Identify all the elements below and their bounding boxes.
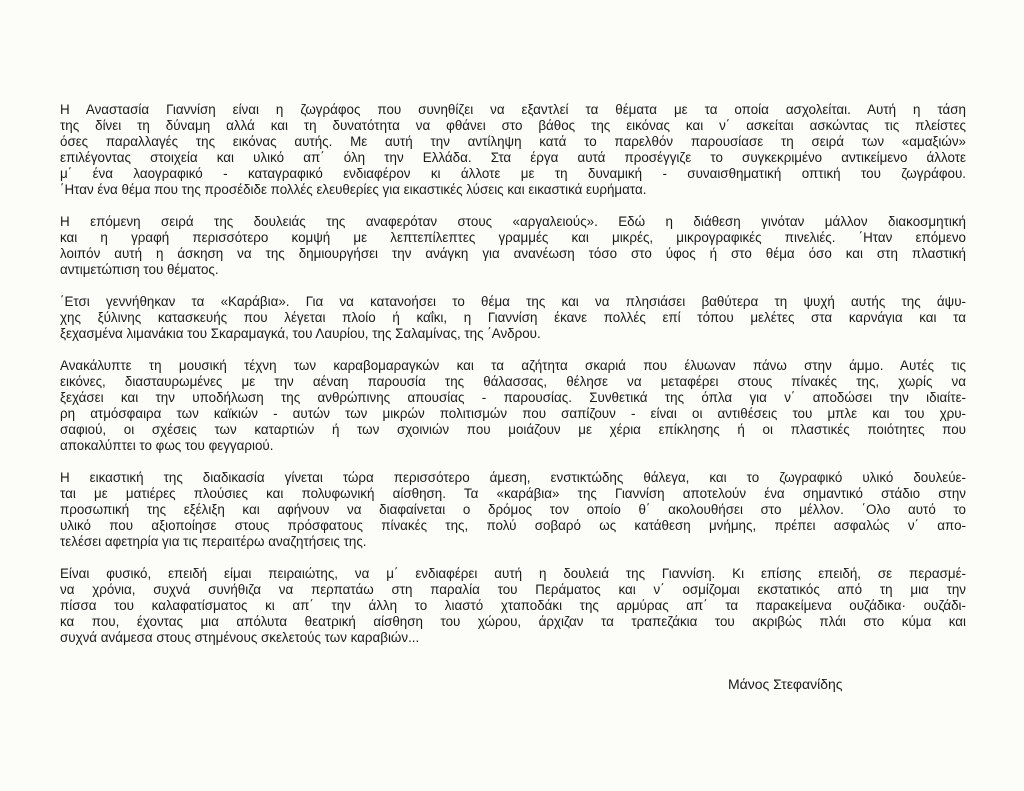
text-line: μ΄ ένα λαογραφικό - καταγραφικό ενδιαφέρον κι άλλοτε με τη δυναμική - συναισθηματική οπτική του ζωγράφου.: [60, 166, 966, 181]
text-line: εικόνες, διασταυρωμένες με την αέναη παρουσία της θάλασσας, θέλησε να μεταφέρει στους πίνακές της, χωρίς να: [60, 374, 966, 389]
text-line: τελέσει αφετηρία για τις περαιτέρω αναζητήσεις της.: [60, 534, 367, 549]
text-line: λοιπόν αυτή η άσκηση να της δημιουργήσει την ανάγκη για ανανέωση τόσο στο ύφος ή στο θέμα όσο και στη πλαστική: [60, 246, 966, 261]
text-line: να χρόνια, συχνά συνήθιζα να περπατάω στη παραλία του Περάματος και ν΄ οσμίζομαι εκστατικός από τη μια την: [60, 582, 966, 597]
text-line: Η Αναστασία Γιαννίση είναι η ζωγράφος που συνηθίζει να εξαντλεί τα θέματα με τα οποία ασχολείται. Αυτή η τάση: [60, 102, 966, 117]
text-line: αντιμετώπιση του θέματος.: [60, 262, 219, 277]
text-line: ξεχάσει και την υποδήλωση της ανθρώπινης απουσίας - παρουσίας. Συνθετικά της όπλα για ν΄ αποδώσει την ιδιαίτε-: [60, 390, 966, 405]
text-line: και η γραφή περισσότερο κομψή με λεπτεπίλεπτες γραμμές και μικρές, μικρογραφικές πινελιές. ΄Ηταν επόμενο: [60, 230, 966, 245]
author-signature: Μάνος Στεφανίδης: [728, 676, 843, 692]
essay-body: [60, 102, 966, 662]
text-line: ται με ματιέρες πλούσιες και πολυφωνική αίσθηση. Τα «καράβια» της Γιαννίση αποτελούν ένα σημαντικό στάδιο στην: [60, 486, 966, 501]
text-line: προσωπική της εξέλιξη και αφήνουν να διαφαίνεται ο δρόμος τον οποίο θ΄ ακολουθήσει στο μέλλον. ΄Ολο αυτό το: [60, 502, 966, 517]
text-line: επιλέγοντας στοιχεία και υλικό απ΄ όλη την Ελλάδα. Στα έργα αυτά προσέγγιζε το συγκεκριμένο αντικείμενο άλλοτε: [60, 150, 966, 165]
text-line: της δίνει τη δύναμη αλλά και τη δυνατότητα να φθάνει στο βάθος της εικόνας και ν΄ ασκείται ασκώντας τις πλείστες: [60, 118, 966, 133]
paragraph: [60, 102, 966, 198]
text-line: πίσσα του καλαφατίσματος κι απ΄ την άλλη το λιαστό χταποδάκι της αρμύρας απ΄ τα παρακείμενα ουζάδικα· ουζάδι-: [60, 598, 966, 613]
text-line: ξεχασμένα λιμανάκια του Σκαραμαγκά, του Λαυρίου, της Σαλαμίνας, της ΄Ανδρου.: [60, 326, 541, 341]
text-line: αποκαλύπτει το φως του φεγγαριού.: [60, 438, 274, 453]
text-line: Είναι φυσικό, επειδή είμαι πειραιώτης, να μ΄ ενδιαφέρει αυτή η δουλειά της Γιαννίση. Κι επίσης επειδή, σε περασμέ-: [60, 566, 966, 581]
paragraph: [60, 214, 966, 278]
text-line: Ανακάλυπτε τη μουσική τέχνη των καραβομαραγκών και τα αζήτητα σκαριά που έλυωναν πάνω στην άμμο. Αυτές τις: [60, 358, 966, 373]
text-line: ΄Ηταν ένα θέμα που της προσέδιδε πολλές ελευθερίες για εικαστικές λύσεις και εικαστικά ευρήματα.: [60, 182, 647, 197]
text-line: ρη ατμόσφαιρα των καϊκιών - αυτών των μικρών πολιτισμών που σαπίζουν - είναι οι αντιθέσεις του μπλε και του χρυ-: [60, 406, 966, 421]
text-line: όσες παραλλαγές της εικόνας αυτής. Με αυτή την αντίληψη κατά το παρελθόν παρουσίασε τη σειρά των «αμαξιών»: [60, 134, 966, 149]
paragraph: [60, 358, 966, 454]
text-line: σαφιού, οι σχέσεις των καταρτιών ή των σχοινιών που μοιάζουν με χέρια επίκλησης ή οι πλαστικές ποιότητες που: [60, 422, 966, 437]
text-line: κα που, έχοντας μια απόλυτα θεατρική αίσθηση του χώρου, άρχιζαν τα τραπεζάκια του ακριβώς πλάι στο κύμα και: [60, 614, 966, 629]
paragraph: [60, 470, 966, 550]
text-line: συχνά ανάμεσα στους στημένους σκελετούς των καραβιών...: [60, 630, 420, 645]
text-line: χης ξύλινης κατασκευής που λέγεται πλοίο ή καΐκι, η Γιαννίση έκανε πολλές επί τόπου μελέτες στα καρνάγια και τα: [60, 310, 966, 325]
paragraph: [60, 294, 966, 342]
text-line: ΄Ετσι γεννήθηκαν τα «Καράβια». Για να κατανοήσει το θέμα της και να πλησιάσει βαθύτερα τη ψυχή αυτής της άψυ-: [60, 294, 966, 309]
text-line: Η επόμενη σειρά της δουλειάς της αναφερόταν στους «αργαλειούς». Εδώ η διάθεση γινόταν μάλλον διακοσμητική: [60, 214, 966, 229]
text-line: υλικό που αξιοποίησε στους πρόσφατους πίνακές της, πολύ σοβαρό ως κατάθεση μνήμης, πρέπει ασφαλώς ν΄ απο-: [60, 518, 966, 533]
paragraph: [60, 566, 966, 646]
text-line: Η εικαστική της διαδικασία γίνεται τώρα περισσότερο άμεση, ενστικτώδης θάλεγα, και το ζωγραφικό υλικό δουλεύε-: [60, 470, 966, 485]
